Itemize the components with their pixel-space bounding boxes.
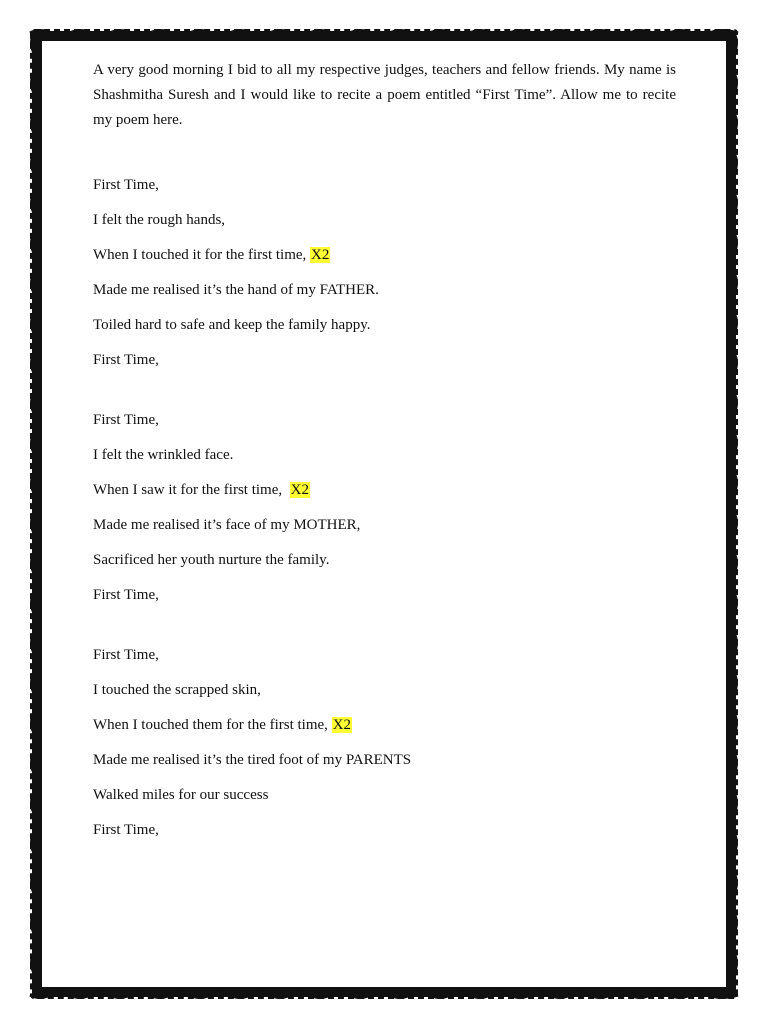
line-text: I touched the scrapped skin, (93, 682, 261, 698)
line-text: First Time, (93, 412, 159, 428)
line-text: When I touched them for the first time, (93, 717, 332, 733)
poem-line (93, 316, 676, 334)
line-text: Walked miles for our success (93, 787, 269, 803)
poem-line (93, 681, 676, 699)
line-text: When I saw it for the first time, (93, 482, 290, 498)
line-text: Made me realised it’s face of my MOTHER, (93, 517, 361, 533)
poem-line (93, 211, 676, 229)
line-text: First Time, (93, 647, 159, 663)
poem-line (93, 786, 676, 804)
line-text: Toiled hard to safe and keep the family happy. (93, 317, 371, 333)
stanza-3 (93, 646, 676, 839)
poem-line (93, 351, 676, 369)
line-text: First Time, (93, 352, 159, 368)
poem-line (93, 246, 676, 264)
line-text: Made me realised it’s the tired foot of my PARENTS (93, 752, 412, 768)
stanza-2 (93, 411, 676, 604)
poem-line (93, 481, 676, 499)
poem-line (93, 586, 676, 604)
document-body (93, 58, 676, 856)
intro-paragraph: A very good morning I bid to all my respective judges, teachers and fellow friends. My name is Shashmitha Suresh and I would like to recite a poem entitled “First Time”. Allow me to recite my poem here. (93, 62, 676, 128)
poem-line (93, 551, 676, 569)
line-text: I felt the wrinkled face. (93, 447, 234, 463)
line-text: First Time, (93, 587, 159, 603)
repeat-marker-highlight: X2 (332, 717, 352, 733)
line-text: First Time, (93, 177, 159, 193)
line-text: Sacrificed her youth nurture the family. (93, 552, 330, 568)
poem-line (93, 516, 676, 534)
line-text: Made me realised it’s the hand of my FATHER. (93, 282, 379, 298)
line-text: First Time, (93, 822, 159, 838)
stanza-1 (93, 176, 676, 369)
repeat-marker-highlight: X2 (311, 247, 330, 263)
poem-line (93, 716, 676, 734)
poem-line (93, 446, 676, 464)
line-text: When I touched it for the first time, (93, 247, 311, 263)
poem-line (93, 751, 676, 769)
poem-line (93, 176, 676, 194)
poem-line (93, 646, 676, 664)
line-text: I felt the rough hands, (93, 212, 226, 228)
poem-line (93, 821, 676, 839)
poem-line (93, 411, 676, 429)
poem-line (93, 281, 676, 299)
repeat-marker-highlight: X2 (290, 482, 309, 498)
